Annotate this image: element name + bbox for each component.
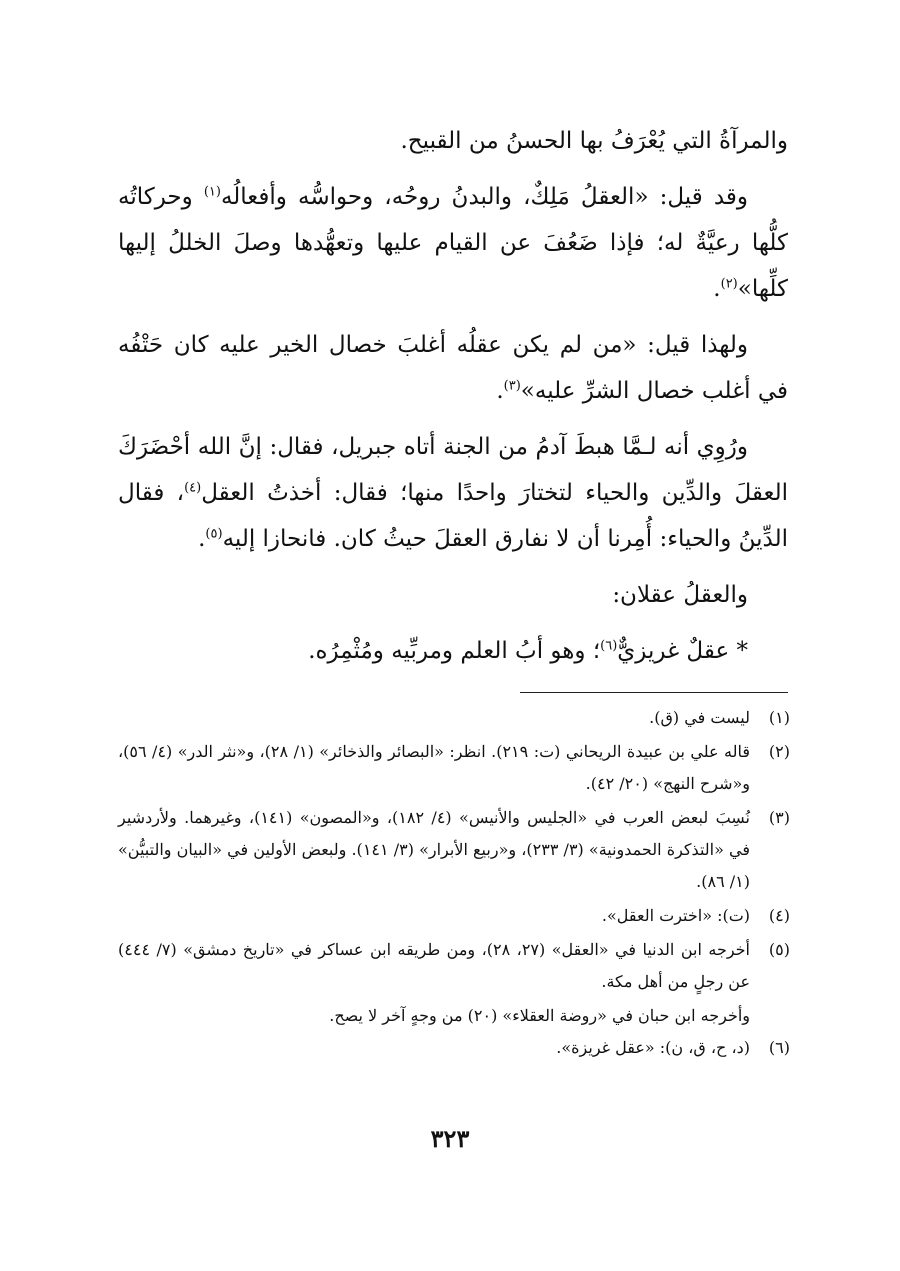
paragraph-6 xyxy=(118,628,788,674)
footnote-text xyxy=(118,900,750,932)
main-text xyxy=(118,118,788,684)
footnote-text xyxy=(118,934,750,998)
paragraph-3-text-a: ولهذا قيل: «من لم يكن عقلُه أغلبَ خصال الخير عليه كان حَتْفُه في أغلب خصال الشرِّ عليه» xyxy=(118,332,788,404)
footnote-text xyxy=(118,702,750,734)
paragraph-2-text-a: وقد قيل: «العقلُ مَلِكٌ، والبدنُ روحُه، وحواسُّه وأفعالُه xyxy=(220,184,748,210)
footnote-text xyxy=(118,1032,750,1064)
footnote-number: (٥) xyxy=(768,940,790,959)
paragraph-6-text-b: ؛ وهو أبُ العلم ومربِّيه ومُثْمِرُه. xyxy=(308,638,601,664)
footnote-number: (٦) xyxy=(768,1038,790,1057)
footnote-number: (٣) xyxy=(768,808,790,827)
footnote-line: (ت): «اخترت العقل». xyxy=(601,906,750,925)
paragraph-4 xyxy=(118,424,788,562)
paragraph-6-text-a: * عقلٌ غريزيٌّ xyxy=(617,638,748,664)
footnote-ref-6[interactable]: (٦) xyxy=(600,638,618,654)
footnote-ref-3[interactable]: (٣) xyxy=(503,378,521,394)
footnote-6 xyxy=(118,1032,790,1064)
footnote-ref-1[interactable]: (١) xyxy=(203,184,221,200)
footnote-2 xyxy=(118,736,790,800)
paragraph-1 xyxy=(118,118,788,164)
footnote-line: قاله علي بن عبيدة الريحاني (ت: ٢١٩). انظر: «البصائر والذخائر» (١/ ٢٨)، و«نثر الدر» (٤/ ٥٦)، و«شرح النهج» (٢٠/ ٤٢). xyxy=(118,742,751,793)
footnote-line: ليست في (ق). xyxy=(649,708,750,727)
paragraph-3 xyxy=(118,322,788,414)
footnote-text xyxy=(118,802,750,898)
footnote-divider xyxy=(520,692,788,693)
footnotes-section xyxy=(118,702,790,1066)
paragraph-2 xyxy=(118,174,788,312)
footnote-3 xyxy=(118,802,790,898)
footnote-5-continuation: وأخرجه ابن حبان في «روضة العقلاء» (٢٠) من وجهٍ آخر لا يصح. xyxy=(329,1006,750,1025)
footnote-5 xyxy=(118,934,790,998)
footnote-4 xyxy=(118,900,790,932)
footnote-number: (٤) xyxy=(768,906,790,925)
paragraph-3-text-b: . xyxy=(496,378,504,404)
paragraph-5-text: والعقلُ عقلان: xyxy=(612,582,748,608)
paragraph-4-text-c: . xyxy=(198,526,206,552)
paragraph-2-text-c: . xyxy=(713,276,721,302)
footnote-ref-4[interactable]: (٤) xyxy=(184,480,202,496)
paragraph-4-text-b: ، فقال الدِّينُ والحياء: أُمِرنا أن لا نفارق العقلَ حيثُ كان. فانحازا إليه xyxy=(118,480,788,552)
paragraph-5 xyxy=(118,572,788,618)
footnote-text xyxy=(118,736,750,800)
footnote-line: نُسِبَ لبعض العرب في «الجليس والأنيس» (٤/ ١٨٢)، و«المصون» (١٤١)، وغيرهما. ولأردشير في «التذكرة الحمدونية» (٣/ ٢٣٣)، و«ربيع الأبرار» (٣/ ١٤١). ولبعض الأولين في «البيان والتبيُّن» (١/ ٨٦). xyxy=(118,808,751,891)
footnote-number: (٢) xyxy=(768,742,790,761)
footnote-ref-2[interactable]: (٢) xyxy=(720,276,738,292)
footnote-number: (١) xyxy=(768,708,790,727)
page-number: ٣٢٣ xyxy=(430,1124,470,1153)
footnote-line: (د، ح، ق، ن): «عقل غريزة». xyxy=(556,1038,750,1057)
footnote-ref-5[interactable]: (٥) xyxy=(205,526,223,542)
footnote-1 xyxy=(118,702,790,734)
paragraph-2-text-b: وحركاتُه كلُّها رعيَّةٌ له؛ فإذا ضَعُفَ عن القيام عليها وتعهُّدها وصلَ الخللُ إليها كلِّها» xyxy=(118,184,788,302)
paragraph-4-text-a: ورُوِي أنه لـمَّا هبطَ آدمُ من الجنة أتاه جبريل، فقال: إنَّ الله أحْضَرَكَ العقلَ والدِّين والحياء لتختارَ واحدًا منها؛ فقال: أخذتُ العقل xyxy=(118,434,788,506)
paragraph-1-text: والمرآةُ التي يُعْرَفُ بها الحسنُ من القبيح. xyxy=(400,128,788,154)
footnote-line: أخرجه ابن الدنيا في «العقل» (٢٧، ٢٨)، ومن طريقه ابن عساكر في «تاريخ دمشق» (٧/ ٤٤٤) عن رجلٍ من أهل مكة. xyxy=(118,940,751,991)
